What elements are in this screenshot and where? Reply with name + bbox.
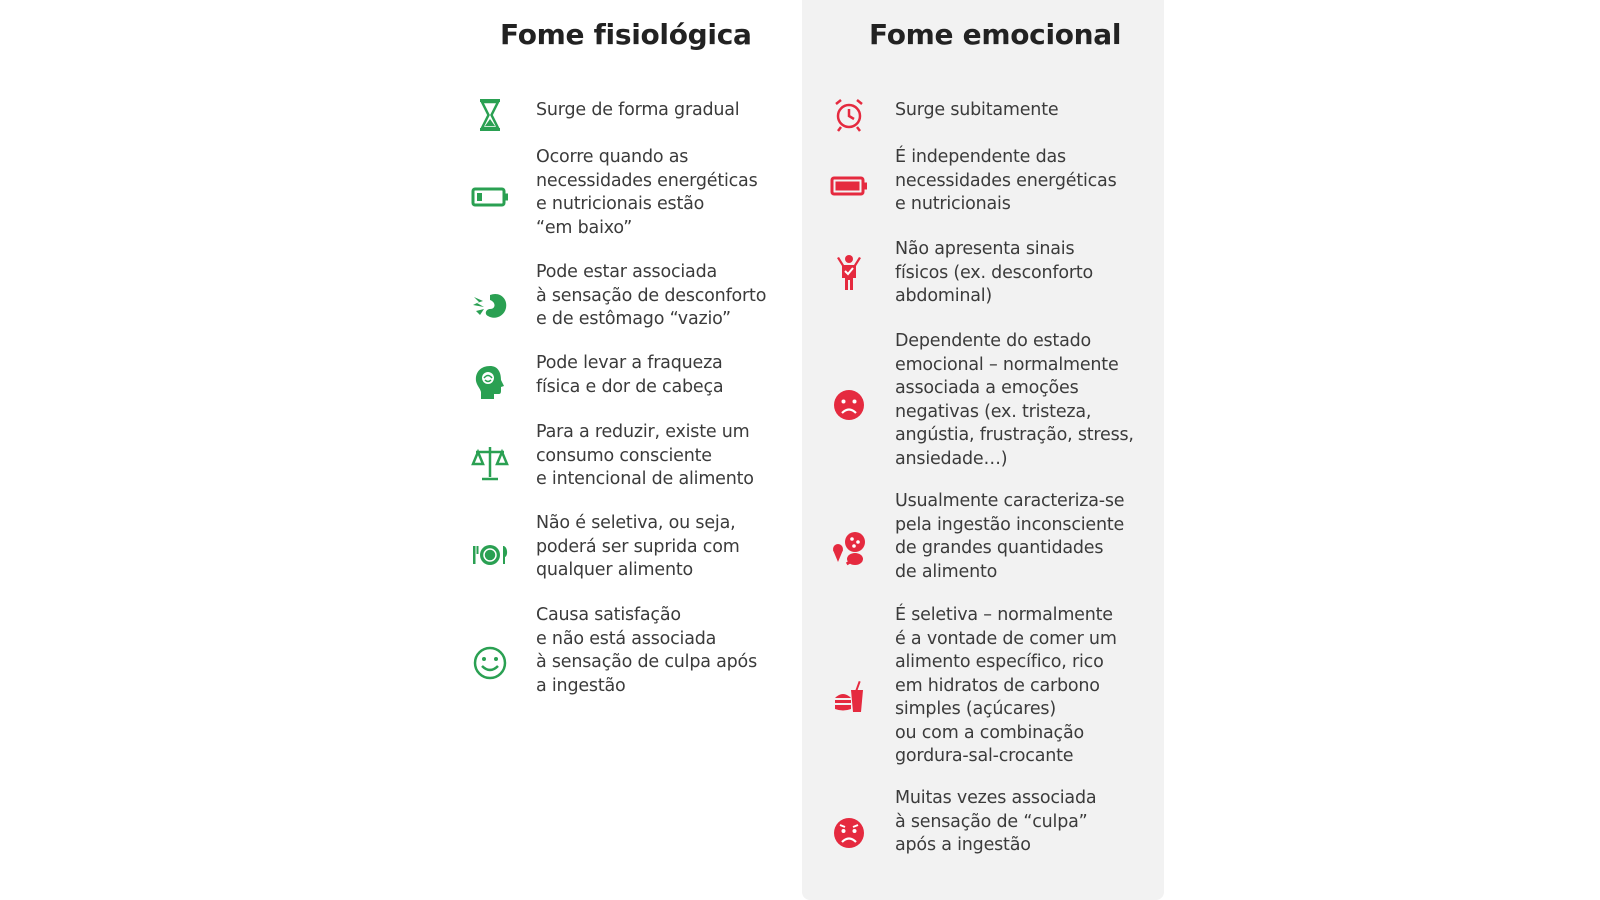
junk-food-icon [829, 528, 869, 568]
head-brain-icon [470, 362, 510, 402]
list-item-text: Causa satisfação e não está associada à sensação de culpa após a ingestão [536, 605, 757, 696]
list-item-text: Surge subitamente [895, 100, 1059, 120]
list-item-text: Para a reduzir, existe um consumo consciente e intencional de alimento [536, 422, 754, 489]
fast-food-icon [829, 676, 869, 716]
list-item-text: É independente das necessidades energéticas e nutricionais [895, 147, 1117, 214]
physiological-hunger-title: Fome fisiológica [500, 18, 752, 51]
alarm-clock-icon [829, 94, 869, 134]
list-item-text: Muitas vezes associada à sensação de “culpa” após a ingestão [895, 788, 1097, 855]
list-item-text: Surge de forma gradual [536, 100, 740, 120]
list-item-text: Usualmente caracteriza-se pela ingestão inconsciente de grandes quantidades de alimento [895, 491, 1125, 582]
worried-face-icon [829, 813, 869, 853]
list-item-text: Não apresenta sinais físicos (ex. desconforto abdominal) [895, 239, 1094, 306]
sad-face-icon [829, 385, 869, 425]
list-item-text: Dependente do estado emocional – normalmente associada a emoções negativas (ex. tristeza, angústia, frustração, stress, ansiedade…) [895, 331, 1134, 469]
balance-scale-icon [470, 443, 510, 483]
list-item-text: É seletiva – normalmente é a vontade de comer um alimento específico, rico em hidratos de carbono simples (açúcares) ou com a combinação gordura-sal-crocante [895, 605, 1117, 766]
stomach-icon [470, 285, 510, 325]
full-battery-icon [829, 166, 869, 206]
emotional-hunger-title: Fome emocional [869, 18, 1122, 51]
hourglass-icon [470, 95, 510, 135]
list-item-text: Não é seletiva, ou seja, poderá ser suprida com qualquer alimento [536, 513, 740, 580]
list-item-text: Pode estar associada à sensação de desconforto e de estômago “vazio” [536, 262, 767, 329]
list-item-text: Pode levar a fraqueza física e dor de cabeça [536, 353, 724, 397]
list-item-text: Ocorre quando as necessidades energéticas e nutricionais estão “em baixo” [536, 147, 758, 238]
low-battery-icon [470, 177, 510, 217]
plate-cutlery-icon [470, 535, 510, 575]
person-icon [829, 253, 869, 293]
smile-icon [470, 643, 510, 683]
